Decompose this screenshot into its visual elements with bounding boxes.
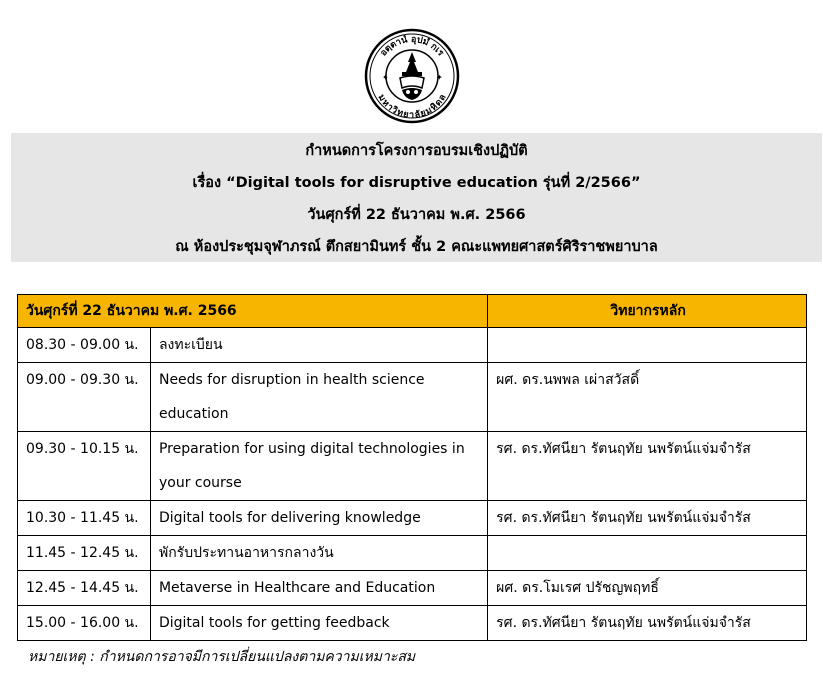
row-time: 11.45 - 12.45 น. — [18, 536, 151, 571]
schedule-table — [17, 294, 807, 641]
row-topic: พักรับประทานอาหารกลางวัน — [150, 536, 487, 571]
row-topic: Metaverse in Healthcare and Education — [150, 571, 487, 606]
row-speaker: ผศ. ดร.นพพล เผ่าสวัสดิ์ — [488, 363, 807, 432]
svg-text:✦: ✦ — [382, 73, 389, 82]
row-time: 09.30 - 10.15 น. — [18, 432, 151, 501]
row-speaker: รศ. ดร.ทัศนียา รัตนฤทัย นพรัตน์แจ่มจำรัส — [488, 432, 807, 501]
header-date: วันศุกร์ที่ 22 ธันวาคม พ.ศ. 2566 — [18, 295, 488, 328]
table-row — [18, 432, 807, 501]
program-date: วันศุกร์ที่ 22 ธันวาคม พ.ศ. 2566 — [307, 207, 526, 223]
table-header-row — [18, 295, 807, 328]
table-row — [18, 501, 807, 536]
svg-text:✦: ✦ — [436, 73, 443, 82]
row-topic: ลงทะเบียน — [150, 328, 487, 363]
program-venue: ณ ห้องประชุมจุฬาภรณ์ ตึกสยามินทร์ ชั้น 2 คณะแพทยศาสตร์ศิริราชพยาบาล — [175, 239, 658, 255]
seal-text-bottom: มหาวิทยาลัยมหิดล — [375, 92, 449, 121]
row-speaker — [488, 536, 807, 571]
mahidol-university-seal-icon — [364, 28, 460, 124]
row-speaker — [488, 328, 807, 363]
row-time: 08.30 - 09.00 น. — [18, 328, 151, 363]
header-speaker: วิทยากรหลัก — [488, 295, 807, 328]
row-time: 12.45 - 14.45 น. — [18, 571, 151, 606]
table-row — [18, 571, 807, 606]
row-speaker: ผศ. ดร.โมเรศ ปรัชญพฤทธิ์ — [488, 571, 807, 606]
row-topic: Preparation for using digital technologies in your course — [150, 432, 487, 501]
seal-text-top: อตฺตานํ อุปมํ กเร — [378, 34, 446, 59]
row-topic: Digital tools for delivering knowledge — [150, 501, 487, 536]
row-speaker: รศ. ดร.ทัศนียา รัตนฤทัย นพรัตน์แจ่มจำรัส — [488, 606, 807, 641]
row-speaker: รศ. ดร.ทัศนียา รัตนฤทัย นพรัตน์แจ่มจำรัส — [488, 501, 807, 536]
program-subject: เรื่อง “Digital tools for disruptive education รุ่นที่ 2/2566” — [192, 175, 641, 191]
table-row — [18, 536, 807, 571]
schedule-note: หมายเหตุ : กำหนดการอาจมีการเปลี่ยนแปลงตามความเหมาะสม — [28, 649, 416, 665]
table-row — [18, 363, 807, 432]
row-time: 10.30 - 11.45 น. — [18, 501, 151, 536]
header-box — [11, 133, 822, 262]
row-time: 15.00 - 16.00 น. — [18, 606, 151, 641]
row-topic: Needs for disruption in health science education — [150, 363, 487, 432]
table-row — [18, 328, 807, 363]
row-topic: Digital tools for getting feedback — [150, 606, 487, 641]
program-title: กำหนดการโครงการอบรมเชิงปฏิบัติ — [305, 143, 528, 159]
table-row — [18, 606, 807, 641]
row-time: 09.00 - 09.30 น. — [18, 363, 151, 432]
